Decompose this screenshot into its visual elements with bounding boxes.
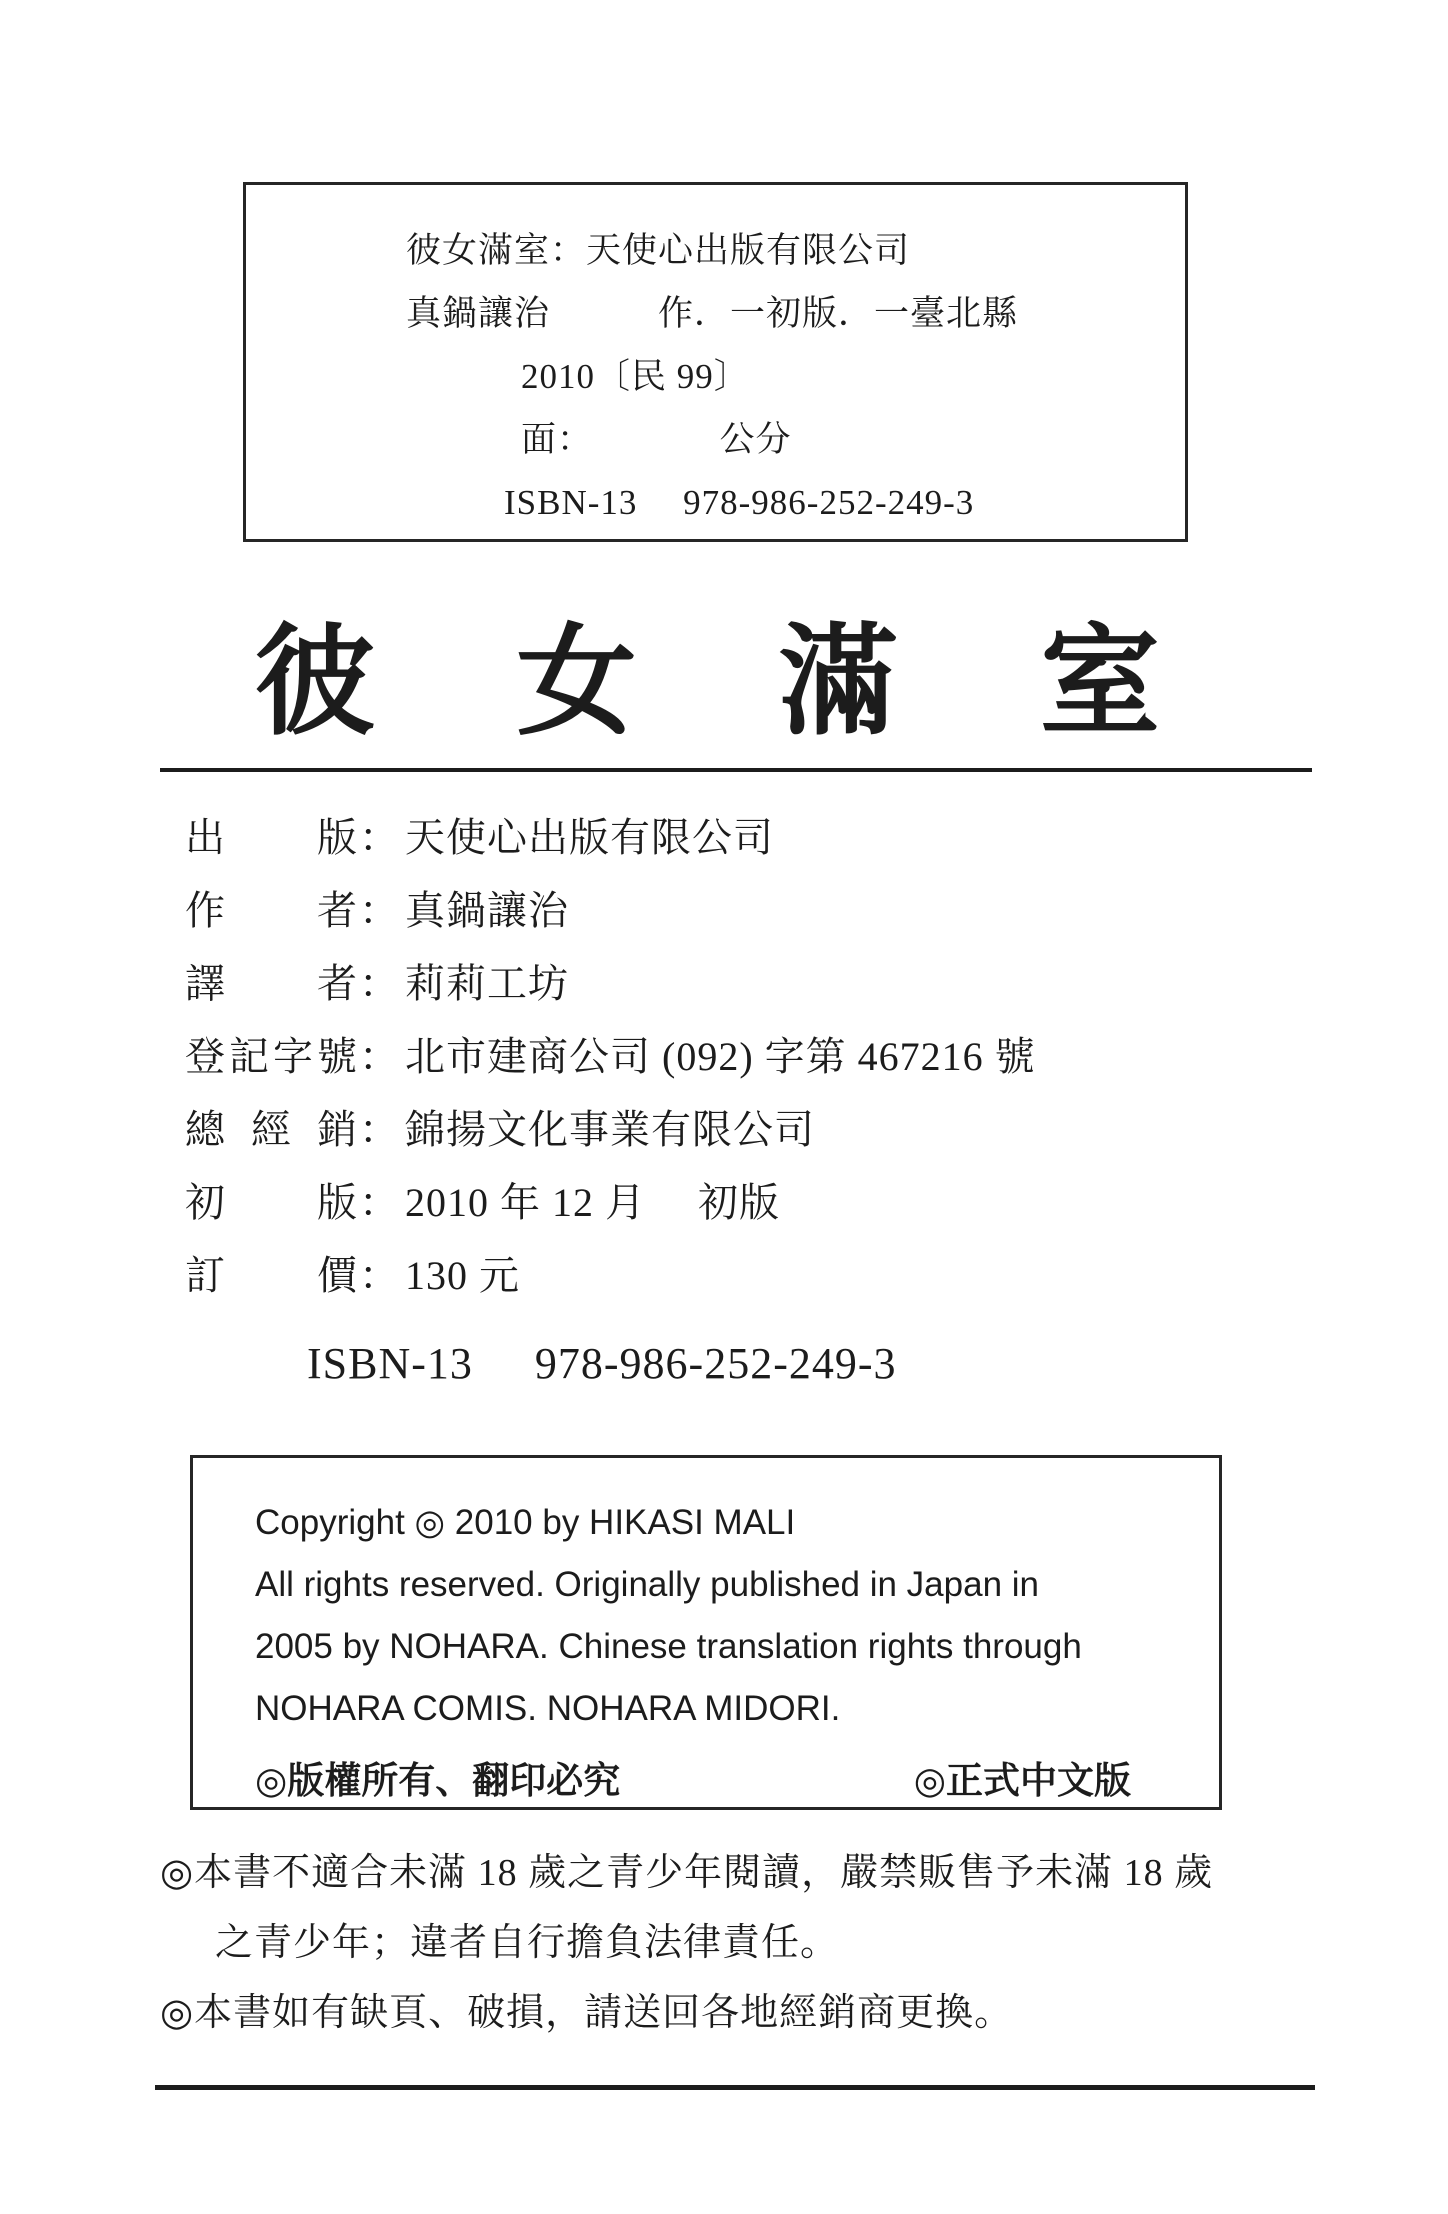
notice-replacement: ◎本書如有缺頁、破損，請送回各地經銷商更換。 xyxy=(160,1992,1014,2034)
publication-details xyxy=(185,806,1335,1317)
cip-line-dimensions: 面： 公分 xyxy=(521,420,792,459)
detail-row-price xyxy=(185,1244,1335,1317)
cip-line-year: 2010〔民 99〕 xyxy=(521,357,750,396)
copyright-line-4: NOHARA COMIS. NOHARA MIDORI. xyxy=(255,1689,841,1728)
book-title xyxy=(255,612,1160,754)
cip-lines xyxy=(406,219,1175,534)
detail-value: 130 元 xyxy=(405,1253,520,1298)
book-title-char-1: 彼 xyxy=(255,616,375,749)
detail-row-distributor xyxy=(185,1098,1335,1171)
detail-colon: ： xyxy=(359,961,399,1006)
detail-row-author xyxy=(185,879,1335,952)
copyright-footer xyxy=(255,1750,1131,1804)
detail-label: 作者 xyxy=(185,888,357,933)
detail-colon: ： xyxy=(359,815,399,860)
isbn-label: ISBN-13 xyxy=(307,1339,473,1388)
copyright-line-3: 2005 by NOHARA. Chinese translation rights through xyxy=(255,1627,1082,1666)
detail-value: 錦揚文化事業有限公司 xyxy=(405,1107,815,1152)
bottom-divider-rule xyxy=(155,2085,1315,2090)
official-chinese-edition-statement: ◎正式中文版 xyxy=(913,1760,1131,1801)
cip-line-title-publisher: 彼女滿室：天使心出版有限公司 xyxy=(406,231,911,270)
detail-label: 登記字號 xyxy=(185,1034,357,1079)
book-title-char-4: 室 xyxy=(1039,616,1160,749)
detail-row-registration xyxy=(185,1025,1335,1098)
detail-label: 初版 xyxy=(185,1180,357,1225)
detail-value: 北市建商公司 (092) 字第 467216 號 xyxy=(405,1034,1036,1079)
cip-line-isbn: ISBN-13 978-986-252-249-3 xyxy=(504,483,975,522)
book-title-char-2: 女 xyxy=(516,616,637,749)
cip-line-author-edition: 真鍋讓治 作．一初版．一臺北縣 xyxy=(406,294,1019,333)
detail-colon: ： xyxy=(359,1180,399,1225)
notice-age-restriction-line-1: ◎本書不適合未滿 18 歲之青少年閱讀，嚴禁販售予未滿 18 歲 xyxy=(160,1852,1214,1894)
isbn-line xyxy=(307,1338,897,1389)
detail-label: 出版 xyxy=(185,815,357,860)
detail-colon: ： xyxy=(359,888,399,933)
book-title-char-3: 滿 xyxy=(778,616,899,749)
rights-reserved-statement: ◎版權所有、翻印必究 xyxy=(255,1760,621,1801)
copyright-box xyxy=(190,1455,1222,1810)
cip-data-box xyxy=(243,182,1188,542)
detail-row-publisher xyxy=(185,806,1335,879)
detail-label: 訂價 xyxy=(185,1253,357,1298)
detail-row-edition xyxy=(185,1171,1335,1244)
detail-row-translator xyxy=(185,952,1335,1025)
detail-colon: ： xyxy=(359,1034,399,1079)
reader-notices xyxy=(160,1838,1340,2048)
detail-colon: ： xyxy=(359,1107,399,1152)
detail-label: 譯者 xyxy=(185,961,357,1006)
detail-value: 莉莉工坊 xyxy=(405,961,569,1006)
copyright-line-2: All rights reserved. Originally published in Japan in xyxy=(255,1565,1040,1604)
detail-value: 天使心出版有限公司 xyxy=(405,815,774,860)
title-divider-rule xyxy=(160,768,1312,772)
detail-value: 真鍋讓治 xyxy=(405,888,569,933)
detail-value: 2010 年 12 月 初版 xyxy=(405,1180,780,1225)
copyright-text xyxy=(255,1492,1189,1740)
detail-label: 總經銷 xyxy=(185,1107,357,1152)
detail-colon: ： xyxy=(359,1253,399,1298)
copyright-line-1: Copyright ◎ 2010 by HIKASI MALI xyxy=(255,1503,796,1542)
isbn-number: 978-986-252-249-3 xyxy=(534,1339,897,1388)
notice-age-restriction-line-2: 之青少年；違者自行擔負法律責任。 xyxy=(215,1922,840,1964)
